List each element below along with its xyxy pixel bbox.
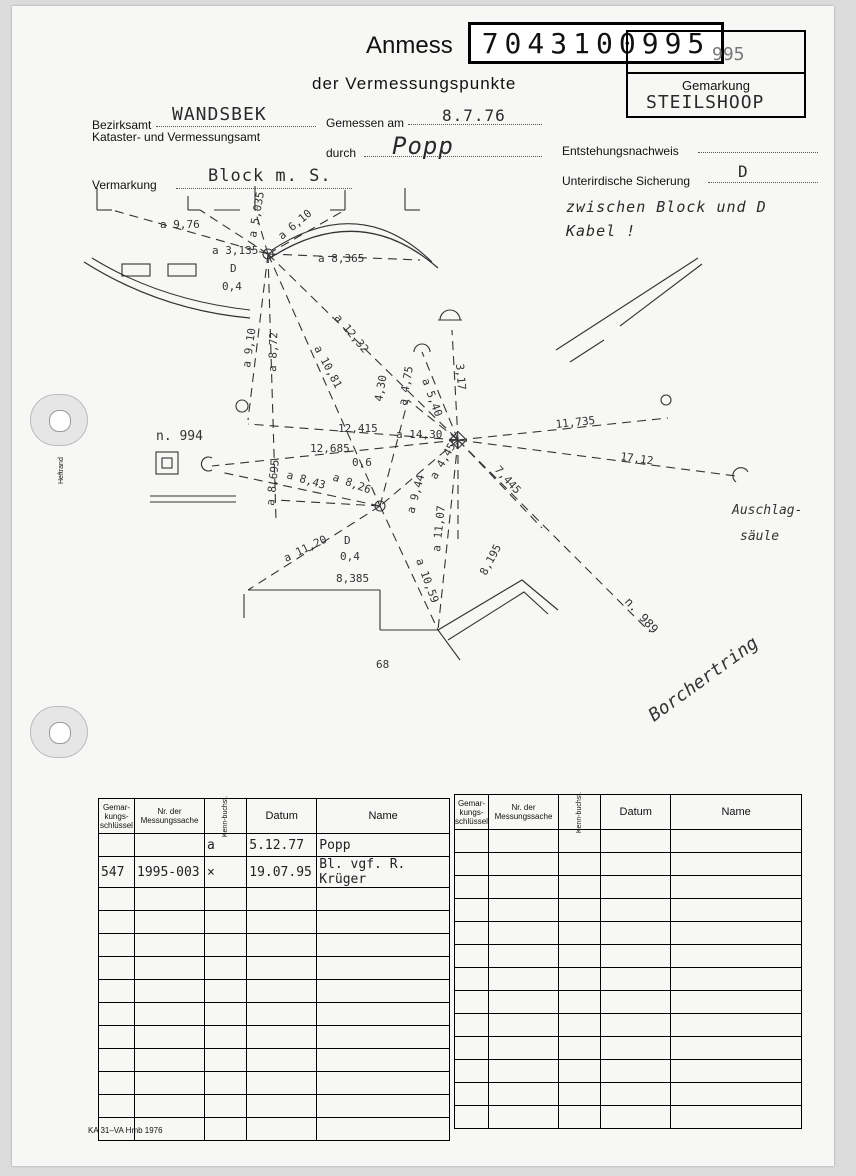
measure-label: a 8,26	[330, 470, 373, 497]
header-name: Name	[317, 799, 450, 834]
building-corner	[438, 580, 558, 630]
measure-label: 8,385	[336, 572, 370, 585]
table-cell	[455, 922, 489, 945]
measure-label: n. 989	[621, 594, 662, 637]
table-cell	[489, 968, 559, 991]
table-cell	[317, 957, 450, 980]
table-cell	[99, 834, 135, 857]
table-cell	[247, 1072, 317, 1095]
table-cell	[601, 1060, 671, 1083]
table-cell: Popp	[317, 834, 450, 857]
document-title: Anmess	[366, 32, 453, 59]
table-row	[455, 899, 802, 922]
table-cell	[671, 876, 802, 899]
table-cell	[99, 888, 135, 911]
table-cell	[671, 853, 802, 876]
table-cell	[205, 934, 247, 957]
table-cell	[601, 945, 671, 968]
bezirksamt-value: WANDSBEK	[172, 104, 267, 125]
table-cell	[601, 830, 671, 853]
table-cell	[489, 1014, 559, 1037]
sicherung-value: D	[738, 162, 749, 181]
measure-label: 0,6	[352, 456, 372, 469]
table-cell	[671, 899, 802, 922]
measure-label: a 10,59	[413, 556, 442, 605]
table-cell: 5.12.77	[247, 834, 317, 857]
table-cell	[559, 876, 601, 899]
table-cell	[247, 957, 317, 980]
table-cell	[317, 1003, 450, 1026]
measure-label: 8,195	[477, 542, 505, 578]
lamp-3	[236, 400, 248, 412]
table-cell	[671, 830, 802, 853]
table-row	[455, 853, 802, 876]
table-row	[99, 1003, 450, 1026]
measure-label: a 12,32	[331, 311, 372, 356]
table-cell	[601, 968, 671, 991]
table-cell	[205, 1095, 247, 1118]
measure-label: 0,4	[222, 280, 242, 293]
table-row	[455, 1037, 802, 1060]
measure-label: a 11,07	[430, 504, 448, 553]
sicherung-label: Unterirdische Sicherung	[562, 174, 691, 188]
table-row	[455, 876, 802, 899]
measure-label: 3,17	[453, 363, 469, 391]
table-cell	[489, 830, 559, 853]
table-cell	[671, 1060, 802, 1083]
measure-label: D	[344, 534, 351, 547]
lamp-1	[440, 310, 460, 320]
note-saeule: säule	[740, 529, 780, 544]
measure-label: a 11,20	[281, 532, 329, 565]
table-cell	[455, 968, 489, 991]
table-cell	[559, 1037, 601, 1060]
square-mark	[156, 452, 178, 474]
gemarkung-value: STEILSHOOP	[646, 92, 765, 113]
table-row	[99, 1072, 450, 1095]
table-cell	[205, 911, 247, 934]
table-cell: ×	[205, 857, 247, 888]
table-cell	[205, 957, 247, 980]
table-cell	[671, 1037, 802, 1060]
table-cell	[455, 1037, 489, 1060]
table-row	[99, 1095, 450, 1118]
measure-label: a 14,30	[396, 428, 443, 441]
durch-label: durch	[326, 146, 357, 160]
table-row	[99, 1026, 450, 1049]
measure-label: a 9,10	[240, 327, 259, 369]
table-cell	[489, 1106, 559, 1129]
table-cell	[247, 1049, 317, 1072]
table-cell	[671, 968, 802, 991]
table-row	[455, 1014, 802, 1037]
table-cell	[99, 1026, 135, 1049]
table-cell	[559, 899, 601, 922]
table-cell	[559, 1083, 601, 1106]
table-cell	[99, 980, 135, 1003]
table-cell	[135, 1049, 205, 1072]
table-cell	[317, 1095, 450, 1118]
table-cell	[455, 876, 489, 899]
durch-signature: Popp	[392, 132, 454, 160]
table-cell	[559, 1014, 601, 1037]
table-row	[99, 834, 450, 857]
table-cell	[601, 922, 671, 945]
header-gemarkung: Gemar-kungs-schlüssel	[455, 795, 489, 830]
table-cell	[135, 934, 205, 957]
table-cell	[559, 1106, 601, 1129]
table-cell	[671, 1014, 802, 1037]
table-cell	[247, 1095, 317, 1118]
form-code-footer: KA 31–VA Hmb 1976	[88, 1126, 163, 1135]
lamp-4	[661, 395, 671, 405]
measure-label: n. 994	[156, 429, 203, 444]
header-datum: Datum	[247, 799, 317, 834]
table-row	[455, 830, 802, 853]
table-cell	[205, 888, 247, 911]
table-cell	[455, 853, 489, 876]
table-cell	[317, 1026, 450, 1049]
table-cell	[489, 1037, 559, 1060]
table-cell	[601, 1037, 671, 1060]
table-cell	[317, 980, 450, 1003]
table-cell	[455, 1014, 489, 1037]
table-cell	[601, 991, 671, 1014]
table-cell	[135, 957, 205, 980]
measure-label: a 4,75	[396, 365, 416, 407]
table-cell	[455, 991, 489, 1014]
table-cell	[317, 1118, 450, 1141]
table-cell	[99, 934, 135, 957]
table-cell	[205, 1026, 247, 1049]
block-2	[168, 264, 196, 276]
table-row	[455, 968, 802, 991]
header-messungssache: Nr. der Messungssache	[489, 795, 559, 830]
measure-label: a 3,135	[212, 244, 259, 257]
table-cell	[135, 834, 205, 857]
table-cell	[247, 1003, 317, 1026]
measure-label: 4,30	[372, 374, 390, 403]
measure-label: a 9,76	[160, 218, 200, 231]
vermarkung-label: Vermarkung	[92, 178, 157, 192]
table-cell	[601, 853, 671, 876]
table-cell	[135, 980, 205, 1003]
table-cell	[247, 911, 317, 934]
table-cell	[135, 1003, 205, 1026]
table-row	[99, 934, 450, 957]
table-cell	[489, 1060, 559, 1083]
table-cell	[317, 1072, 450, 1095]
measure-label: 11,735	[554, 413, 596, 431]
table-cell	[559, 853, 601, 876]
table-row	[455, 1083, 802, 1106]
table-cell: 1995-003	[135, 857, 205, 888]
table-row	[99, 980, 450, 1003]
table-cell	[135, 888, 205, 911]
table-cell	[317, 888, 450, 911]
table-cell	[455, 830, 489, 853]
measure-label: 12,415	[338, 422, 378, 435]
measure-label: 7,445	[491, 463, 524, 497]
table-cell	[99, 1003, 135, 1026]
table-row	[455, 945, 802, 968]
table-cell	[135, 911, 205, 934]
measure-label: a 5,035	[246, 190, 268, 239]
table-cell	[489, 922, 559, 945]
table-cell	[455, 1083, 489, 1106]
table-cell	[205, 1072, 247, 1095]
table-cell	[489, 991, 559, 1014]
gemarkung-label: Gemarkung	[628, 72, 804, 93]
header-kennbuchst: Kenn-buchst.	[559, 795, 601, 830]
lamp-5	[201, 457, 212, 471]
table-cell	[135, 1095, 205, 1118]
measure-label: 0,4	[340, 550, 360, 563]
table-cell	[671, 1083, 802, 1106]
measure-label: a 4,455	[427, 434, 462, 482]
table-cell	[559, 922, 601, 945]
document-subtitle: der Vermessungspunkte	[312, 74, 517, 93]
table-cell	[247, 1118, 317, 1141]
road-edge-1	[556, 258, 698, 350]
table-cell	[601, 899, 671, 922]
table-cell	[489, 899, 559, 922]
entstehung-label: Entstehungsnachweis	[562, 144, 679, 158]
table-cell	[559, 1060, 601, 1083]
gemessen-label: Gemessen am	[326, 116, 405, 130]
table-cell	[559, 991, 601, 1014]
table-cell	[99, 1072, 135, 1095]
note-line-2: Kabel !	[566, 222, 637, 240]
measure-label: a 8,695	[264, 458, 282, 507]
header-kennbuchst: Kenn-buchst.	[205, 799, 247, 834]
table-row	[99, 857, 450, 888]
measure-label: a 6,10	[275, 206, 315, 243]
table-row	[455, 1060, 802, 1083]
table-cell	[247, 888, 317, 911]
table-cell	[671, 991, 802, 1014]
table-cell	[601, 876, 671, 899]
table-cell	[247, 934, 317, 957]
table-cell	[455, 899, 489, 922]
table-cell	[489, 876, 559, 899]
measure-label: a 5,40	[419, 376, 445, 419]
table-cell: Bl. vgf. R. Krüger	[317, 857, 450, 888]
table-cell	[99, 1095, 135, 1118]
table-cell	[99, 1049, 135, 1072]
table-cell	[489, 1083, 559, 1106]
note-line-1: zwischen Block und D	[566, 198, 767, 216]
table-cell	[205, 1003, 247, 1026]
table-cell	[559, 968, 601, 991]
lamp-2	[414, 344, 430, 352]
table-cell	[455, 1106, 489, 1129]
block-1	[122, 264, 150, 276]
table-row	[455, 1106, 802, 1129]
measure-label: 17,12	[619, 450, 655, 468]
table-cell	[247, 980, 317, 1003]
sketch-measurements	[156, 191, 661, 671]
measure-label: D	[230, 262, 237, 275]
table-cell	[489, 945, 559, 968]
table-cell	[135, 1072, 205, 1095]
header-datum: Datum	[601, 795, 671, 830]
register-table-left	[98, 795, 450, 1141]
table-row	[99, 957, 450, 980]
measure-label: a 10,81	[311, 343, 345, 391]
table-cell	[99, 911, 135, 934]
table-cell	[205, 980, 247, 1003]
table-cell	[601, 1014, 671, 1037]
table-cell	[671, 922, 802, 945]
measure-label: 68	[376, 658, 390, 671]
table-cell	[135, 1026, 205, 1049]
table-cell: a	[205, 834, 247, 857]
table-row	[99, 1049, 450, 1072]
bezirksamt-label: Bezirksamt	[92, 118, 152, 132]
measure-label: a 9,44	[404, 473, 428, 515]
measure-label: a 8,365	[318, 252, 365, 265]
table-cell	[99, 957, 135, 980]
table-cell: 547	[99, 857, 135, 888]
gemessen-value: 8.7.76	[442, 106, 506, 125]
note-borchertring: Borchertring	[644, 632, 763, 727]
measure-label: a 8,72	[266, 331, 281, 373]
table-cell	[601, 1083, 671, 1106]
table-cell	[317, 911, 450, 934]
header-messungssache: Nr. der Messungssache	[135, 799, 205, 834]
table-cell	[455, 945, 489, 968]
measure-label: 12,685	[310, 442, 350, 455]
table-row	[455, 991, 802, 1014]
table-cell	[317, 1049, 450, 1072]
table-row	[99, 911, 450, 934]
table-row	[455, 922, 802, 945]
table-cell	[601, 1106, 671, 1129]
table-cell	[205, 1118, 247, 1141]
table-cell	[247, 1026, 317, 1049]
table-cell	[455, 1060, 489, 1083]
table-cell	[205, 1049, 247, 1072]
vermarkung-value: Block m. S.	[208, 166, 332, 186]
table-cell	[671, 1106, 802, 1129]
heftrand-label: Heftrand	[58, 457, 65, 484]
faded-number: 995	[712, 44, 745, 65]
header-gemarkung: Gemar-kungs-schlüssel	[99, 799, 135, 834]
kataster-label: Kataster- und Vermessungsamt	[92, 130, 261, 144]
table-cell	[317, 934, 450, 957]
register-table-right	[454, 791, 802, 1129]
measure-label: a 8,43	[285, 468, 327, 492]
table-cell	[671, 945, 802, 968]
note-auschlag: Auschlag-	[732, 503, 803, 518]
header-name: Name	[671, 795, 802, 830]
table-cell: 19.07.95	[247, 857, 317, 888]
table-cell	[489, 853, 559, 876]
auschlag-saeule-symbol	[733, 468, 748, 482]
table-cell	[559, 945, 601, 968]
document-number-box: 7043100995	[468, 22, 724, 64]
table-row	[99, 888, 450, 911]
